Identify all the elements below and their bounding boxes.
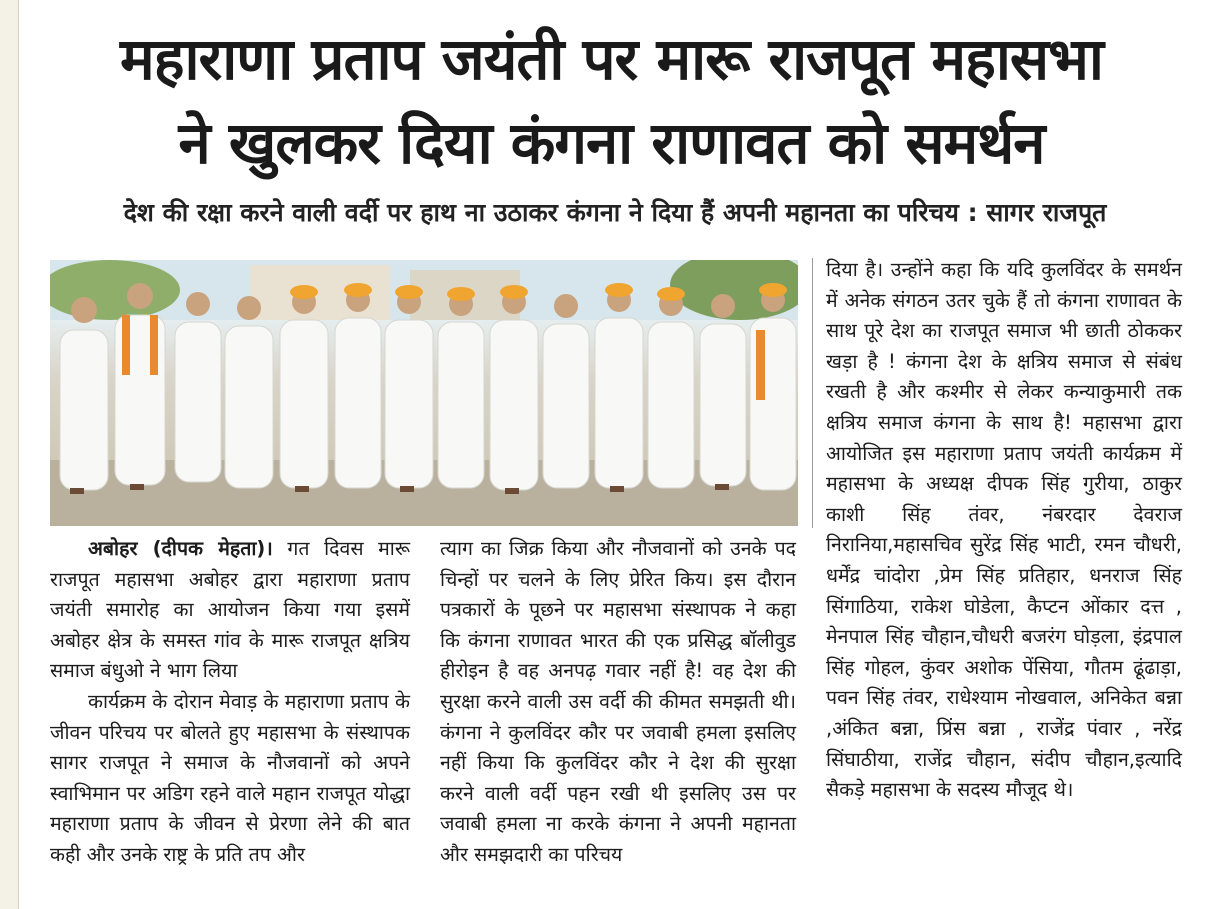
paragraph-2: कार्यक्रम के दोरान मेवाड़ के महाराणा प्रताप के जीवन परिचय पर बोलते हुए महासभा के संस्थापक सागर राजपूत ने समाज के नौजवानों को अपने स्वाभिमान पर अडिग रहने वाले महान राजपूत योद्धा महाराणा प्रताप के जीवन से प्रेरणा लेने की बात कही और उनके राष्ट्र के प्रति तप और xyxy=(50,689,410,866)
adjacent-column-edge xyxy=(0,0,19,909)
paragraph-1-text: गत दिवस मारू राजपूत महासभा अबोहर द्वारा महाराणा प्रताप जयंती समारोह का आयोजन किया गया इसमें अबोहर क्षेत्र के समस्त गांव के मारू राजपूत क्षत्रिय समाज बंधुओ ने भाग लिया xyxy=(50,537,411,683)
column-3-text: दिया है। उन्होंने कहा कि यदि कुलविंदर के समर्थन में अनेक संगठन उतर चुके हैं तो कंगना राणावत के साथ पूरे देश का राजपूत समाज भी छाती ठोककर खड़ा है ! कंगना देश के क्षत्रिय समाज से संबंध रखती है और कश्मीर से लेकर कन्याकुमारी तक क्षत्रिय समाज कंगना के साथ है! महासभा द्वारा आयोजित इस महाराणा प्रताप जयंती कार्यक्रम में महासभा के अध्यक्ष दीपक सिंह गुरीया, ठाकुर काशी सिंह तंवर, नंबरदार देवराज निरानिया,महासचिव सुरेंद्र सिंह भाटी, रमन चौधरी, धर्मेंद्र चांदोरा ,प्रेम सिंह प्रतिहार, धनराज सिंह सिंगाठिया, राकेश घोडेला, कैप्टन ओंकार दत्त , मेनपाल सिंह चौहान,चौधरी बजरंग घोड़ला, इंद्रपाल सिंह गोहल, कुंवर अशोक पेंसिया, गौतम ढूंढाड़ा, पवन सिंह तंवर, राधेश्याम नोखवाल, अनिकेत बन्ना ,अंकित बन्ना, प्रिंस बन्ना , राजेंद्र पंवार , नरेंद्र सिंघाठीया, राजेंद्र चौहान, संदीप चौहान,इत्यादि सैकड़े महासभा के सदस्य मौजूद थे। xyxy=(826,258,1182,802)
group-photo xyxy=(50,260,798,526)
subheadline: देश की रक्षा करने वाली वर्दी पर हाथ ना उठाकर कंगना ने दिया हैं अपनी महानता का परिचय : सागर राजपूत xyxy=(123,198,1107,227)
headline-line-2: ने खुलकर दिया कंगना राणावत को समर्थन xyxy=(178,109,1045,177)
column-divider xyxy=(812,258,813,528)
column-2-text: त्याग का जिक्र किया और नौजवानों को उनके पद चिन्हों पर चलने के लिए प्रेरित किय। इस दौरान पत्रकारों के पूछने पर महासभा संस्थापक ने कहा कि कंगना राणावत भारत की एक प्रसिद्ध बॉलीवुड हीरोइन है वह अनपढ़ गवार नहीं है! वह देश की सुरक्षा करने वाली उस वर्दी की कीमत समझती थी। कंगना ने कुलविंदर कौर पर जवाबी हमला इसलिए नहीं किया कि कुलविंदर कौर ने देश की सुरक्षा करने वाली वर्दी पहन रखी थी इसलिए उस पर जवाबी हमला ना करके कंगना ने अपनी महानता और समझदारी का परिचय xyxy=(440,537,796,866)
article-column-3 xyxy=(826,255,1182,806)
group-photo-illustration xyxy=(50,260,798,526)
article-column-1 xyxy=(50,534,410,871)
headline-line-1: महाराणा प्रताप जयंती पर मारू राजपूत महासभा xyxy=(120,25,1103,93)
dateline: अबोहर (दीपक मेहता)। xyxy=(88,537,273,560)
article-column-2 xyxy=(440,534,796,871)
paragraph-1 xyxy=(50,534,410,687)
